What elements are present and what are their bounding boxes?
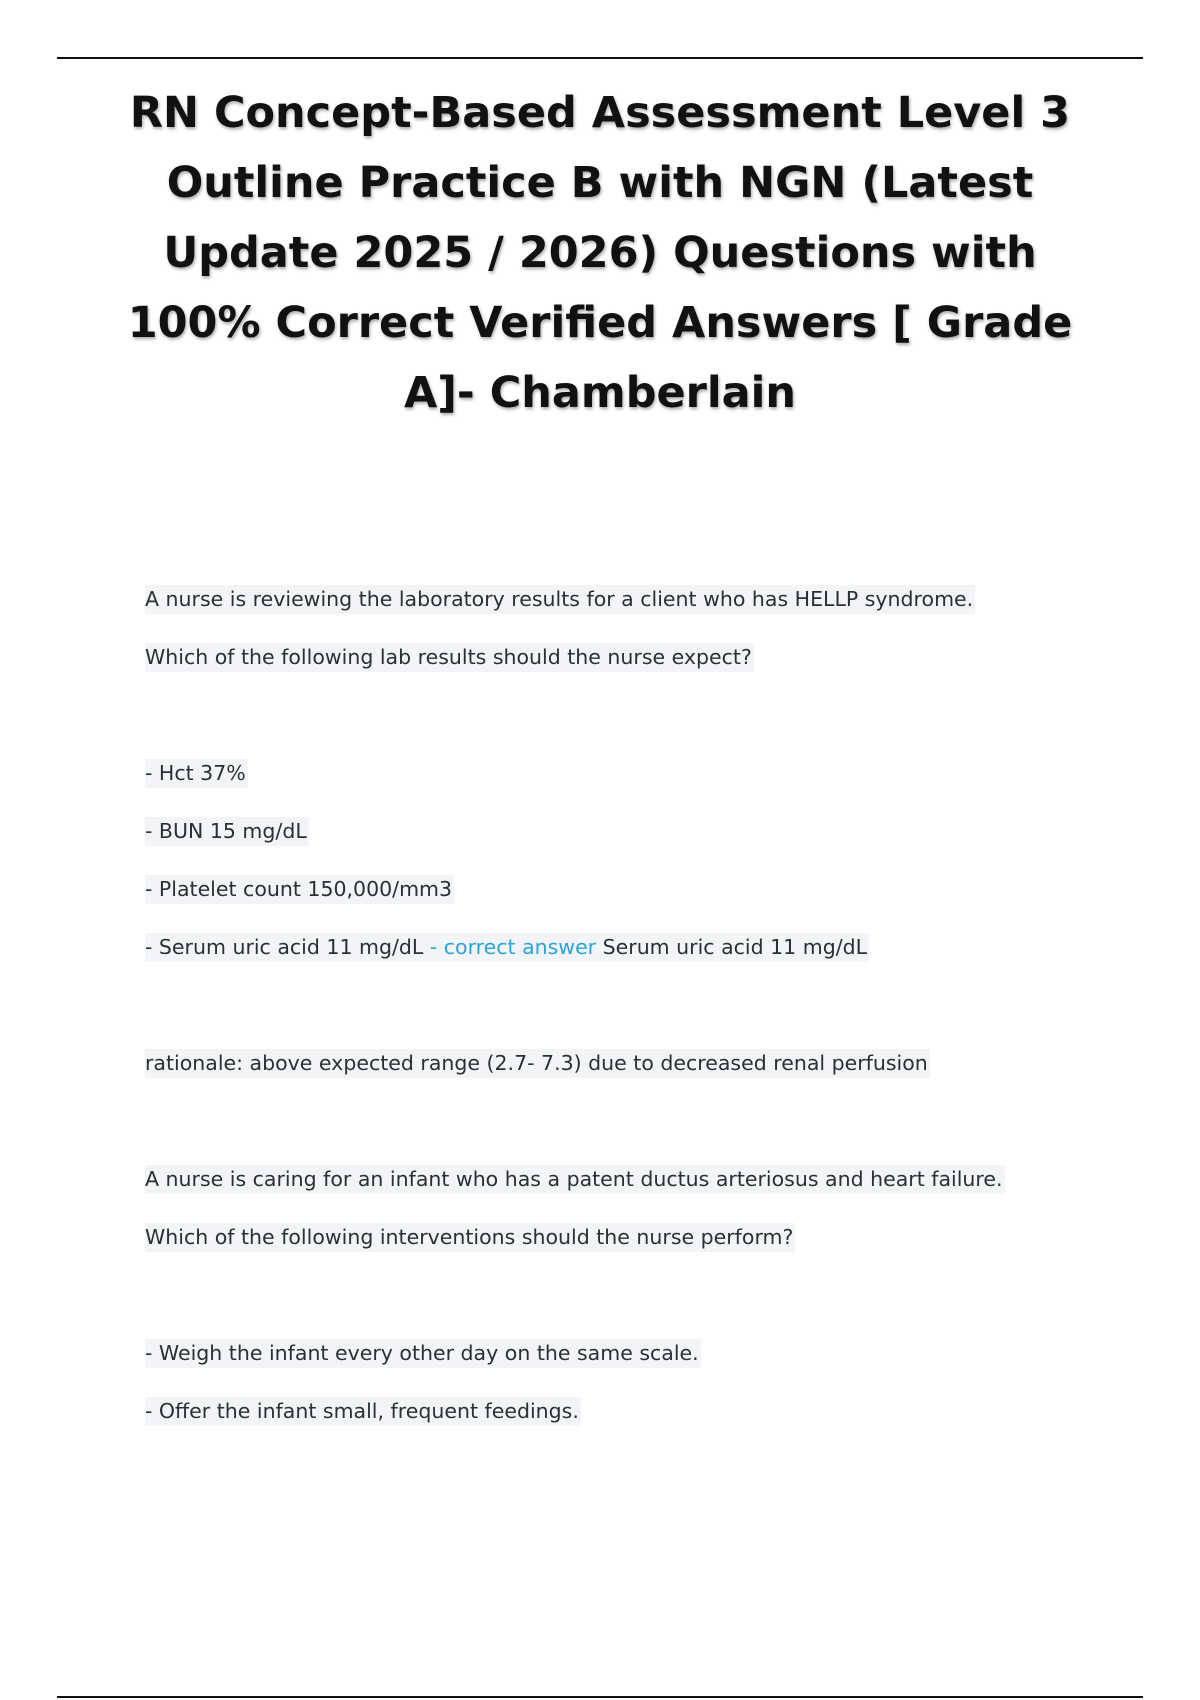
spacer [145, 1104, 1105, 1162]
question-1-option-4-with-answer [145, 930, 1105, 988]
question-1-option-3 [145, 872, 1105, 930]
question-1-option-1 [145, 756, 1105, 814]
question-1-stem-line-1 [145, 582, 1105, 640]
option-answer-line [145, 933, 869, 962]
correct-answer-text: Serum uric acid 11 mg/dL [596, 935, 868, 959]
option-text: - Weigh the infant every other day on the same scale. [145, 1339, 701, 1368]
question-2-option-2 [145, 1394, 1105, 1452]
question-2-stem-line-1 [145, 1162, 1105, 1220]
question-2-option-1 [145, 1336, 1105, 1394]
question-1-stem-text-1: A nurse is reviewing the laboratory results for a client who has HELLP syndrome. [145, 585, 975, 614]
option-text: - Serum uric acid 11 mg/dL [145, 935, 424, 959]
question-1-rationale [145, 1046, 1105, 1104]
question-1-stem-line-2 [145, 640, 1105, 698]
top-rule [57, 57, 1143, 59]
option-text: - BUN 15 mg/dL [145, 817, 309, 846]
question-2-stem-text-1: A nurse is caring for an infant who has a patent ductus arteriosus and heart failure. [145, 1165, 1005, 1194]
bottom-rule [57, 1696, 1143, 1698]
option-text: - Offer the infant small, frequent feedings. [145, 1397, 581, 1426]
option-text: - Platelet count 150,000/mm3 [145, 875, 454, 904]
question-2-stem-line-2 [145, 1220, 1105, 1278]
rationale-text: rationale: above expected range (2.7- 7.3) due to decreased renal perfusion [145, 1049, 930, 1078]
spacer [145, 988, 1105, 1046]
spacer [145, 1278, 1105, 1336]
option-text: - Hct 37% [145, 759, 248, 788]
correct-answer-label: - correct answer [423, 935, 597, 959]
document-body [145, 582, 1105, 1452]
question-1-stem-text-2: Which of the following lab results should the nurse expect? [145, 643, 754, 672]
document-title: RN Concept-Based Assessment Level 3 Outline Practice B with NGN (Latest Update 2025 / 2026) Questions with 100% Correct Verified Answers [ Grade A]- Chamberlain [127, 88, 1073, 418]
question-2-stem-text-2: Which of the following interventions should the nurse perform? [145, 1223, 795, 1252]
spacer [145, 698, 1105, 756]
question-1-option-2 [145, 814, 1105, 872]
